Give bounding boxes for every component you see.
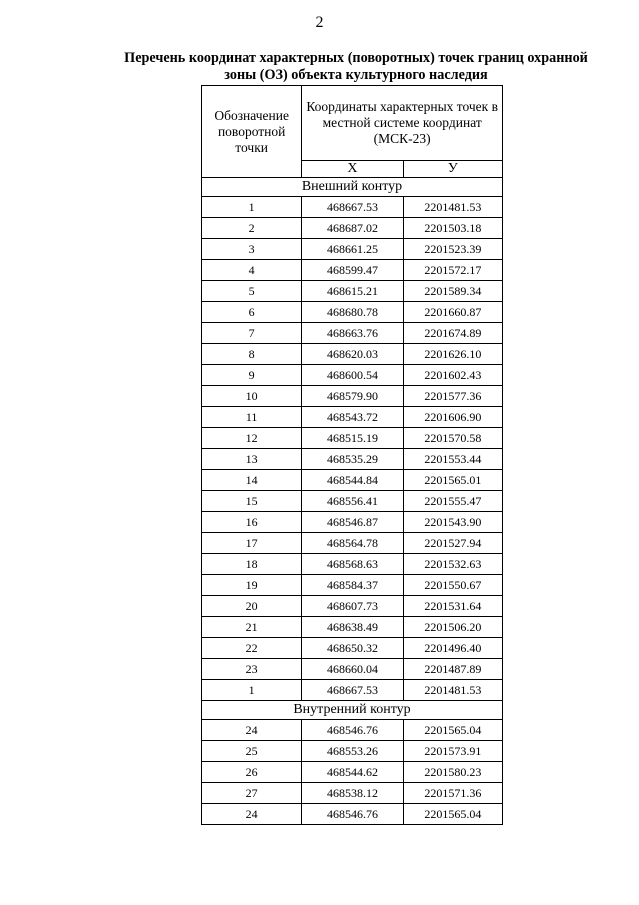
table-row: [202, 428, 503, 449]
x-header: Х: [302, 161, 403, 178]
y-coordinate-cell: 2201550.67: [403, 575, 502, 596]
y-coordinate-cell: 2201602.43: [403, 365, 502, 386]
y-coordinate-cell: 2201496.40: [403, 638, 502, 659]
point-number-cell: 21: [202, 617, 302, 638]
table-row: [202, 386, 503, 407]
point-number-cell: 14: [202, 470, 302, 491]
x-coordinate-cell: 468680.78: [302, 302, 403, 323]
x-coordinate-cell: 468667.53: [302, 197, 403, 218]
x-coordinate-cell: 468650.32: [302, 638, 403, 659]
x-coordinate-cell: 468515.19: [302, 428, 403, 449]
table-row: [202, 323, 503, 344]
y-coordinate-cell: 2201555.47: [403, 491, 502, 512]
x-coordinate-cell: 468553.26: [302, 741, 403, 762]
table-row: [202, 720, 503, 741]
y-coordinate-cell: 2201503.18: [403, 218, 502, 239]
table-row: [202, 680, 503, 701]
table-body: [202, 178, 503, 825]
point-number-cell: 27: [202, 783, 302, 804]
y-coordinate-cell: 2201606.90: [403, 407, 502, 428]
y-coordinate-cell: 2201571.36: [403, 783, 502, 804]
y-coordinate-cell: 2201626.10: [403, 344, 502, 365]
x-coordinate-cell: 468535.29: [302, 449, 403, 470]
y-coordinate-cell: 2201570.58: [403, 428, 502, 449]
y-coordinate-cell: 2201674.89: [403, 323, 502, 344]
table-row: [202, 596, 503, 617]
x-coordinate-cell: 468638.49: [302, 617, 403, 638]
y-coordinate-cell: 2201527.94: [403, 533, 502, 554]
x-coordinate-cell: 468584.37: [302, 575, 403, 596]
table-row: [202, 575, 503, 596]
section-row: [202, 178, 503, 197]
x-coordinate-cell: 468620.03: [302, 344, 403, 365]
table-row: [202, 470, 503, 491]
y-coordinate-cell: 2201531.64: [403, 596, 502, 617]
table-row: [202, 512, 503, 533]
point-number-cell: 13: [202, 449, 302, 470]
table-row: [202, 407, 503, 428]
table-row: [202, 218, 503, 239]
x-coordinate-cell: 468663.76: [302, 323, 403, 344]
section-row: [202, 701, 503, 720]
x-coordinate-cell: 468661.25: [302, 239, 403, 260]
y-coordinate-cell: 2201543.90: [403, 512, 502, 533]
table-row: [202, 533, 503, 554]
x-coordinate-cell: 468660.04: [302, 659, 403, 680]
point-number-cell: 2: [202, 218, 302, 239]
y-coordinate-cell: 2201553.44: [403, 449, 502, 470]
title-line-2: зоны (ОЗ) объекта культурного наследия: [224, 67, 488, 83]
point-number-cell: 24: [202, 720, 302, 741]
y-coordinate-cell: 2201565.04: [403, 804, 502, 825]
table-row: [202, 638, 503, 659]
point-number-cell: 16: [202, 512, 302, 533]
y-coordinate-cell: 2201506.20: [403, 617, 502, 638]
point-number-cell: 1: [202, 680, 302, 701]
x-coordinate-cell: 468546.76: [302, 720, 403, 741]
x-coordinate-cell: 468579.90: [302, 386, 403, 407]
point-number-cell: 23: [202, 659, 302, 680]
point-number-cell: 18: [202, 554, 302, 575]
x-coordinate-cell: 468667.53: [302, 680, 403, 701]
y-coordinate-cell: 2201523.39: [403, 239, 502, 260]
y-header: У: [403, 161, 502, 178]
x-coordinate-cell: 468568.63: [302, 554, 403, 575]
x-coordinate-cell: 468556.41: [302, 491, 403, 512]
x-coordinate-cell: 468538.12: [302, 783, 403, 804]
x-coordinate-cell: 468544.62: [302, 762, 403, 783]
point-designation-header: Обозначение поворотной точки: [202, 86, 302, 178]
point-number-cell: 24: [202, 804, 302, 825]
table-row: [202, 365, 503, 386]
y-coordinate-cell: 2201487.89: [403, 659, 502, 680]
coordinates-header: Координаты характерных точек в местной системе координат (МСК-23): [302, 86, 503, 161]
y-coordinate-cell: 2201565.04: [403, 720, 502, 741]
y-coordinate-cell: 2201481.53: [403, 680, 502, 701]
y-coordinate-cell: 2201660.87: [403, 302, 502, 323]
table-row: [202, 617, 503, 638]
table-row: [202, 783, 503, 804]
document-title: [100, 50, 612, 84]
point-number-cell: 8: [202, 344, 302, 365]
table-row: [202, 762, 503, 783]
table-row: [202, 491, 503, 512]
x-coordinate-cell: 468544.84: [302, 470, 403, 491]
point-number-cell: 12: [202, 428, 302, 449]
point-number-cell: 10: [202, 386, 302, 407]
x-coordinate-cell: 468546.76: [302, 804, 403, 825]
x-coordinate-cell: 468615.21: [302, 281, 403, 302]
x-coordinate-cell: 468607.73: [302, 596, 403, 617]
section-label: Внутренний контур: [202, 701, 503, 720]
table-row: [202, 302, 503, 323]
point-number-cell: 17: [202, 533, 302, 554]
point-number-cell: 15: [202, 491, 302, 512]
point-number-cell: 4: [202, 260, 302, 281]
coordinates-table: [201, 85, 503, 825]
y-coordinate-cell: 2201481.53: [403, 197, 502, 218]
y-coordinate-cell: 2201577.36: [403, 386, 502, 407]
table-row: [202, 449, 503, 470]
title-line-1: Перечень координат характерных (поворотных) точек границ охранной: [124, 50, 588, 66]
table-row: [202, 239, 503, 260]
table-row: [202, 741, 503, 762]
y-coordinate-cell: 2201580.23: [403, 762, 502, 783]
table-row: [202, 197, 503, 218]
point-number-cell: 26: [202, 762, 302, 783]
table-row: [202, 659, 503, 680]
table-row: [202, 804, 503, 825]
section-label: Внешний контур: [202, 178, 503, 197]
x-coordinate-cell: 468599.47: [302, 260, 403, 281]
point-number-cell: 5: [202, 281, 302, 302]
table-row: [202, 260, 503, 281]
point-number-cell: 7: [202, 323, 302, 344]
point-number-cell: 11: [202, 407, 302, 428]
x-coordinate-cell: 468600.54: [302, 365, 403, 386]
point-number-cell: 3: [202, 239, 302, 260]
x-coordinate-cell: 468687.02: [302, 218, 403, 239]
point-number-cell: 1: [202, 197, 302, 218]
point-number-cell: 19: [202, 575, 302, 596]
table-row: [202, 554, 503, 575]
point-number-cell: 22: [202, 638, 302, 659]
point-number-cell: 9: [202, 365, 302, 386]
point-number-cell: 20: [202, 596, 302, 617]
table-row: [202, 281, 503, 302]
y-coordinate-cell: 2201565.01: [403, 470, 502, 491]
x-coordinate-cell: 468543.72: [302, 407, 403, 428]
point-number-cell: 25: [202, 741, 302, 762]
page-number: 2: [315, 14, 324, 31]
point-number-cell: 6: [202, 302, 302, 323]
x-coordinate-cell: 468564.78: [302, 533, 403, 554]
y-coordinate-cell: 2201589.34: [403, 281, 502, 302]
x-coordinate-cell: 468546.87: [302, 512, 403, 533]
y-coordinate-cell: 2201573.91: [403, 741, 502, 762]
y-coordinate-cell: 2201532.63: [403, 554, 502, 575]
y-coordinate-cell: 2201572.17: [403, 260, 502, 281]
table-row: [202, 344, 503, 365]
